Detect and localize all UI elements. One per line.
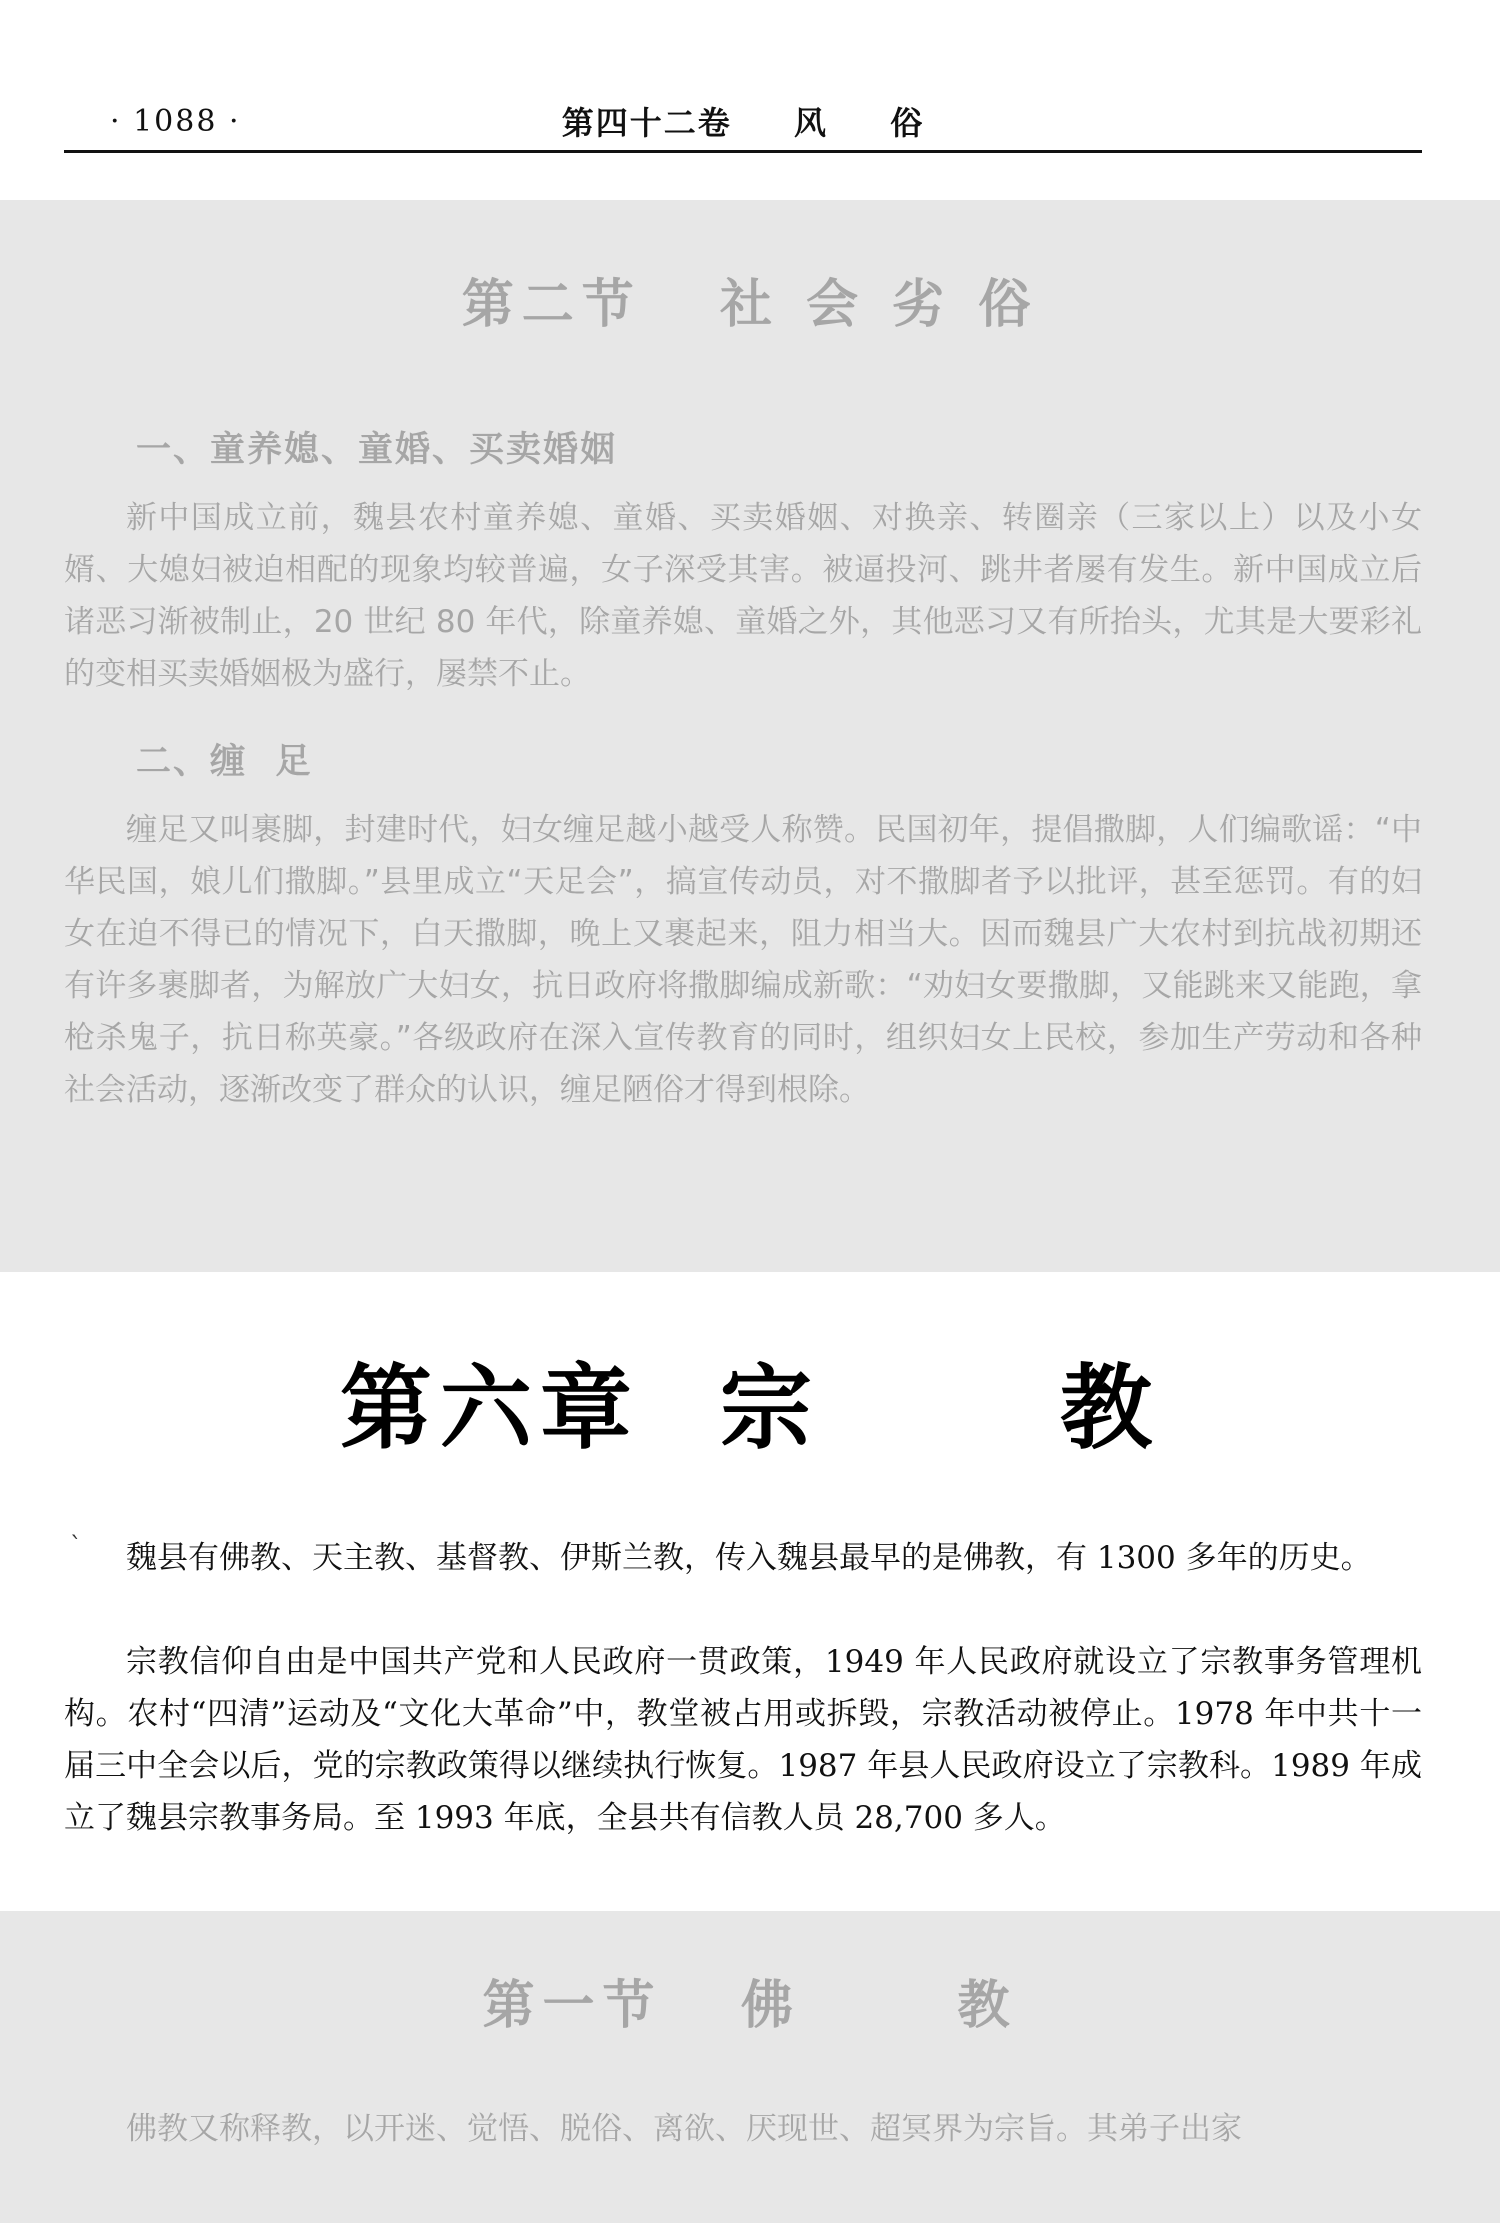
paragraph-child-marriage: 新中国成立前，魏县农村童养媳、童婚、买卖婚姻、对换亲、转圈亲（三家以上）以及小女婿、大媳妇被迫相配的现象均较普遍，女子深受其害。被逼投河、跳井者屡有发生。新中国成立后诸恶习渐被制止，20 世纪 80 年代，除童养媳、童婚之外，其他恶习又有所抬头，尤其是大要彩礼的变相买卖婚姻极为盛行，屡禁不止。	[64, 500, 1422, 692]
subsection-heading-foot-binding: 二、缠 足	[136, 742, 313, 782]
faded-section-buddhism	[0, 1911, 1500, 2223]
running-title: 第四十二卷 风 俗	[561, 104, 925, 142]
subsection-heading-child-marriage: 一、童养媳、童婚、买卖婚姻	[136, 430, 618, 470]
faded-section-social-customs	[0, 200, 1500, 1272]
section-title-buddhism: 第一节 佛 教	[482, 1976, 1018, 2036]
page-number: · 1088 ·	[110, 104, 241, 139]
paragraph-foot-binding: 缠足又叫裹脚，封建时代，妇女缠足越小越受人称赞。民国初年，提倡撒脚，人们编歌谣：“中华民国，娘儿们撒脚。”县里成立“天足会”，搞宣传动员，对不撒脚者予以批评，甚至惩罚。有的妇女在迫不得已的情况下，白天撒脚，晚上又裹起来，阻力相当大。因而魏县广大农村到抗战初期还有许多裹脚者，为解放广大妇女，抗日政府将撒脚编成新歌：“劝妇女要撒脚，又能跳来又能跑，拿枪杀鬼子，抗日称英豪。”各级政府在深入宣传教育的同时，组织妇女上民校，参加生产劳动和各种社会活动，逐渐改变了群众的认识，缠足陋俗才得到根除。	[64, 812, 1422, 1108]
chapter-policy-paragraph: 宗教信仰自由是中国共产党和人民政府一贯政策，1949 年人民政府就设立了宗教事务管理机构。农村“四清”运动及“文化大革命”中，教堂被占用或拆毁，宗教活动被停止。1978 年中共十一届三中全会以后，党的宗教政策得以继续执行恢复。1987 年县人民政府设立了宗教科。1989 年成立了魏县宗教事务局。至 1993 年底，全县共有信教人员 28,700 多人。	[64, 1644, 1422, 1836]
section-title: 第二节 社 会 劣 俗	[461, 275, 1039, 335]
chapter-title: 第六章 宗 教	[339, 1354, 1161, 1462]
page-header	[64, 98, 1422, 153]
paragraph-buddhism: 佛教又称释教，以开迷、觉悟、脱俗、离欲、厌现世、超冥界为宗旨。其弟子出家	[126, 2111, 1242, 2147]
stray-mark: `	[70, 1532, 82, 1560]
chapter-intro-paragraph: 魏县有佛教、天主教、基督教、伊斯兰教，传入魏县最早的是佛教，有 1300 多年的历史。	[126, 1540, 1372, 1576]
